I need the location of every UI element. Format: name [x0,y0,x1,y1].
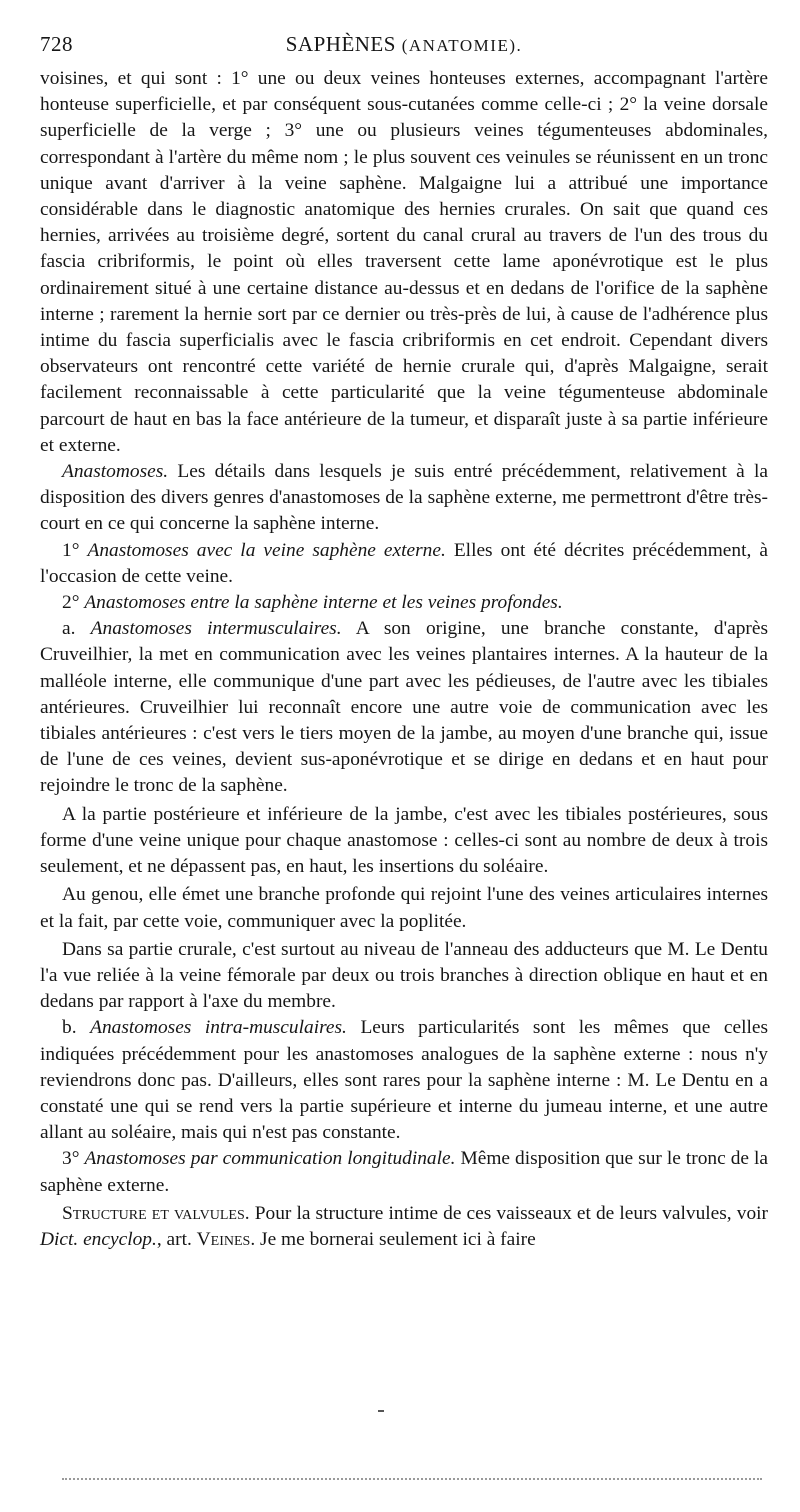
section-heading: Anastomoses entre la saphène interne et les veines profondes. [84,592,563,614]
paragraph-anastomoses-deep [40,590,768,616]
page-number: 728 [40,32,73,56]
section-heading: Anastomoses intra-musculaires. [90,1017,347,1039]
running-head [40,32,768,57]
paragraph-text: voisines, et qui sont : 1° une ou deux veines honteuses externes, accompagnant l'artère honteuse superficielle, et par conséquent sous-cutanées comme celle-ci ; 2° la veine dorsale superficielle de la verge ; 3° une ou plusieurs veines tégumenteuses abdominales, correspondant à l'artère du même nom ; le plus souvent ces veinules se réunissent en un tronc unique avant d'arriver à la veine saphène. Malgaigne lui a attribué une importance considérable dans le diagnostic anatomique des hernies crurales. On sait que quand ces hernies, arrivées au troisième degré, sortent du canal crural au travers de l'un des trous du fascia cribriformis, le point où elles traversent cette lame aponévrotique est le plus ordinairement situé à une certaine distance au-dessus et en dedans de l'orifice de la saphène interne ; rarement la hernie sort par ce dernier ou très-près de lui, à cause de l'adhérence plus intime du fascia superficialis avec le fascia cribriformis en cet endroit. Cependant divers observateurs ont rencontré cette variété de hernie crurale qui, d'après Malgaigne, serait facilement reconnaissable à cette particularité que la veine tégumenteuse abdominale parcourt de haut en bas la face antérieure de la tumeur, et disparaît juste à sa partie inférieure et externe. [40,68,768,456]
paragraph-text: , art. [156,1228,197,1250]
section-heading: Anastomoses intermusculaires. [90,618,342,640]
item-number: b. [62,1017,91,1039]
paragraph-knee [40,882,768,934]
paragraph-text: Au genou, elle émet une branche profonde qui rejoint l'une des veines articulaires internes et la fait, par cette voie, communiquer avec la poplitée. [40,884,768,932]
item-number: a. [62,618,91,640]
section-heading: Structure et valvules. [62,1202,250,1224]
footer-rule [62,1478,762,1480]
document-page [40,28,768,1253]
print-mark [378,1410,384,1412]
paragraph-crural [40,937,768,1016]
paragraph-longitudinal [40,1146,768,1198]
body-text [40,66,768,1253]
paragraph-text: A son origine, une branche constante, d'après Cruveilhier, la met en communication avec les veines plantaires internes. A la hauteur de la malléole interne, elle communique d'une part avec les pédieuses, de l'autre avec les tibiales antérieures. Cruveilhier lui reconnaît encore une autre voie de communication avec les tibiales antérieures : c'est vers le tiers moyen de la jambe, au moyen d'une branche qui, issue de l'une de ces veines, devient sus-aponévrotique et se dirige en dedans et en haut pour rejoindre le tronc de la saphène. [40,618,768,797]
paragraph-hernia [40,66,768,459]
paragraph-text: . Je me bornerai seulement ici à faire [250,1228,536,1250]
running-head-subtitle: (ANATOMIE). [401,36,523,55]
paragraph-text: Pour la structure intime de ces vaisseaux et de leurs valvules, voir [249,1202,768,1224]
item-number: 3° [62,1148,85,1170]
page-header [40,28,768,62]
section-heading: Anastomoses. [62,461,169,483]
paragraph-posterior [40,802,768,881]
running-head-title: SAPHÈNES [285,32,396,56]
paragraph-intermuscular [40,616,768,799]
paragraph-text: Elles ont été décrites précédemment, à l'occasion de cette veine. [40,539,768,587]
paragraph-structure [40,1201,768,1253]
paragraph-text: Les détails dans lesquels je suis entré précédemment, relativement à la disposition des divers genres d'anastomoses de la saphène externe, me permettront d'être très-court en ce qui concerne la saphène interne. [40,461,768,535]
paragraph-text: Leurs particularités sont les mêmes que celles indiquées précédemment pour les anastomoses analogues de la saphène externe : nous n'y reviendrons donc pas. D'ailleurs, elles sont rares pour la saphène interne : M. Le Dentu en a constaté une qui se rend vers la partie supérieure et interne du jumeau interne, et une autre allant au soléaire, mais qui n'est pas constante. [40,1017,769,1144]
paragraph-text: Même disposition que sur le tronc de la saphène externe. [40,1148,768,1196]
item-number: 2° [62,592,85,614]
paragraph-intramuscular [40,1015,768,1146]
section-heading: Anastomoses avec la veine saphène externe. [87,539,446,561]
paragraph-anastomoses-external [40,538,768,590]
paragraph-anastomoses [40,459,768,538]
reference-article: Veines [196,1228,251,1250]
item-number: 1° [62,539,88,561]
paragraph-text: Dans sa partie crurale, c'est surtout au niveau de l'anneau des adducteurs que M. Le Dentu l'a vue reliée à la veine fémorale par deux ou trois branches à direction oblique en haut et en dedans par rapport à l'axe du membre. [40,938,768,1013]
reference-title: Dict. encyclop. [40,1228,157,1250]
section-heading: Anastomoses par communication longitudinale. [84,1148,456,1170]
paragraph-text: A la partie postérieure et inférieure de la jambe, c'est avec les tibiales postérieures, sous forme d'une veine unique pour chaque anastomose : celles-ci sont au nombre de deux à trois seulement, et ne dépassent pas, en haut, les insertions du soléaire. [40,803,768,878]
